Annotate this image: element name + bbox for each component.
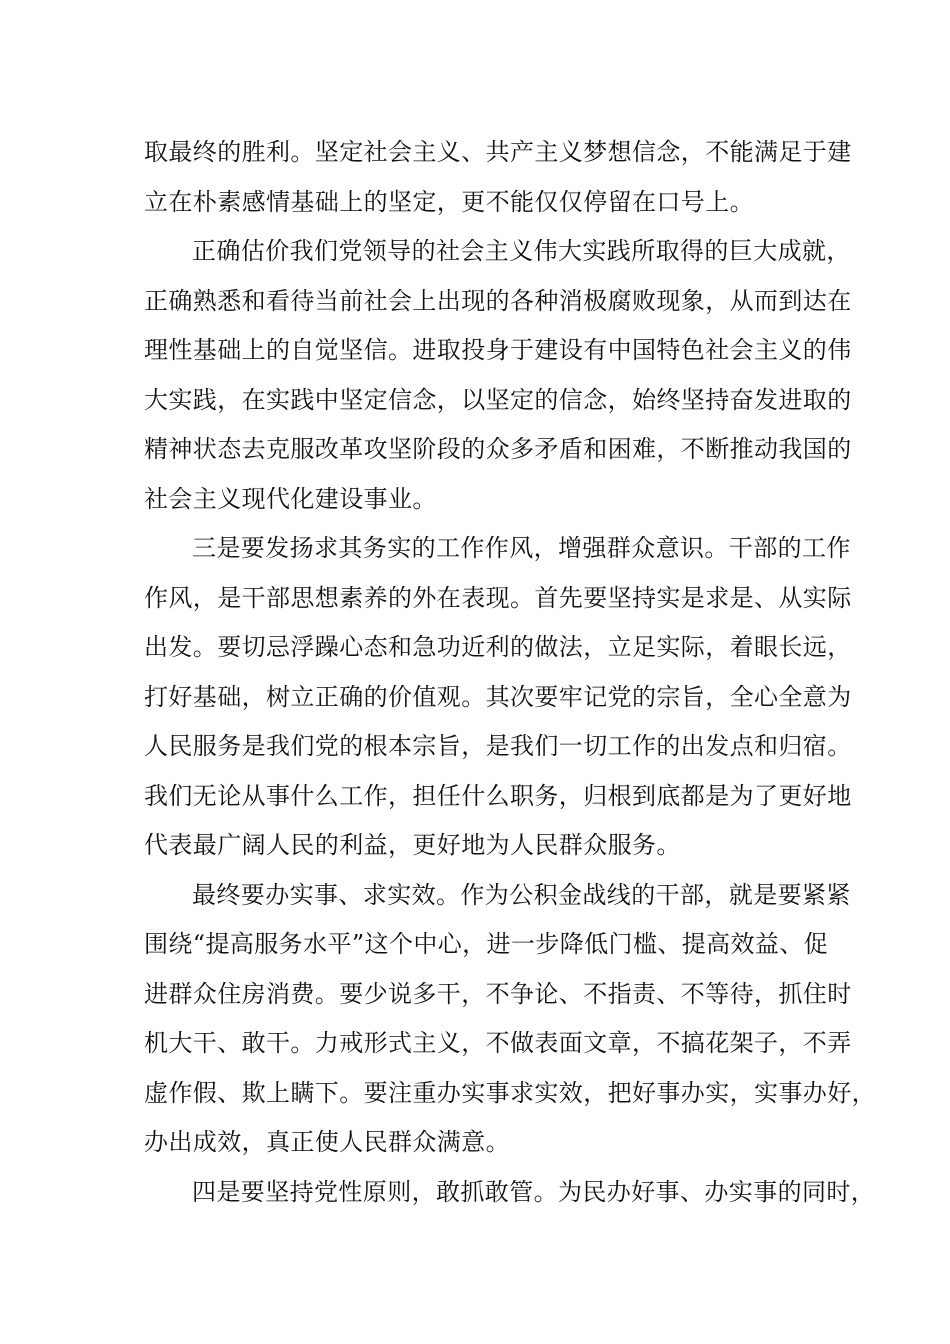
paragraph-4 bbox=[144, 871, 876, 1168]
text-line: 我们无论从事什么工作，担任什么职务，归根到底都是为了更好地 bbox=[144, 781, 852, 810]
text-line: 代表最广阔人民的利益，更好地为人民群众服务。 bbox=[144, 831, 681, 859]
text-line: 大实践，在实践中坚定信念，以坚定的信念，始终坚持奋发进取的 bbox=[144, 385, 852, 414]
text-line: 正确估价我们党领导的社会主义伟大实践所取得的巨大成就， bbox=[192, 237, 851, 265]
text-line: 办出成效，真正使人民群众满意。 bbox=[144, 1128, 510, 1156]
text-line: 三是要发扬求其务实的工作作风，增强群众意识。干部的工作 bbox=[192, 534, 851, 562]
text-line: 围绕“提高服务水平”这个中心，进一步降低门槛、提高效益、促 bbox=[144, 930, 829, 958]
text-line: 四是要坚持党性原则，敢抓敢管。为民办好事、办实事的同时， bbox=[192, 1177, 876, 1206]
text-line: 打好基础，树立正确的价值观。其次要牢记党的宗旨，全心全意为 bbox=[144, 682, 852, 711]
text-line: 作风，是干部思想素养的外在表现。首先要坚持实是求是、从实际 bbox=[144, 583, 852, 612]
paragraph-2 bbox=[144, 227, 852, 524]
paragraph-1 bbox=[144, 128, 852, 227]
text-line: 取最终的胜利。坚定社会主义、共产主义梦想信念，不能满足于建 bbox=[144, 138, 852, 166]
text-line: 虚作假、欺上瞒下。要注重办实事求实效，把好事办实，实事办好， bbox=[144, 1078, 876, 1107]
text-line: 精神状态去克服改革攻坚阶段的众多矛盾和困难，不断推动我国的 bbox=[144, 435, 852, 463]
text-line: 正确熟悉和看待当前社会上出现的各种消极腐败现象，从而到达在 bbox=[144, 286, 852, 315]
text-line: 机大干、敢干。力戒形式主义，不做表面文章，不搞花架子，不弄 bbox=[144, 1029, 852, 1057]
text-line: 进群众住房消费。要少说多干，不争论、不指责、不等待，抓住时 bbox=[144, 979, 852, 1008]
text-line: 理性基础上的自觉坚信。进取投身于建设有中国特色社会主义的伟 bbox=[144, 336, 852, 364]
text-line: 立在朴素感情基础上的坚定，更不能仅仅停留在口号上。 bbox=[144, 187, 754, 216]
text-line: 最终要办实事、求实效。作为公积金战线的干部，就是要紧紧 bbox=[192, 880, 851, 909]
text-line: 社会主义现代化建设事业。 bbox=[144, 484, 437, 513]
text-line: 人民服务是我们党的根本宗旨，是我们一切工作的出发点和归宿。 bbox=[144, 732, 852, 760]
body-text bbox=[144, 128, 876, 1217]
paragraph-3 bbox=[144, 524, 852, 871]
paragraph-5 bbox=[144, 1168, 876, 1218]
text-line: 出发。要切忌浮躁心态和急功近利的做法，立足实际，着眼长远， bbox=[144, 633, 852, 661]
